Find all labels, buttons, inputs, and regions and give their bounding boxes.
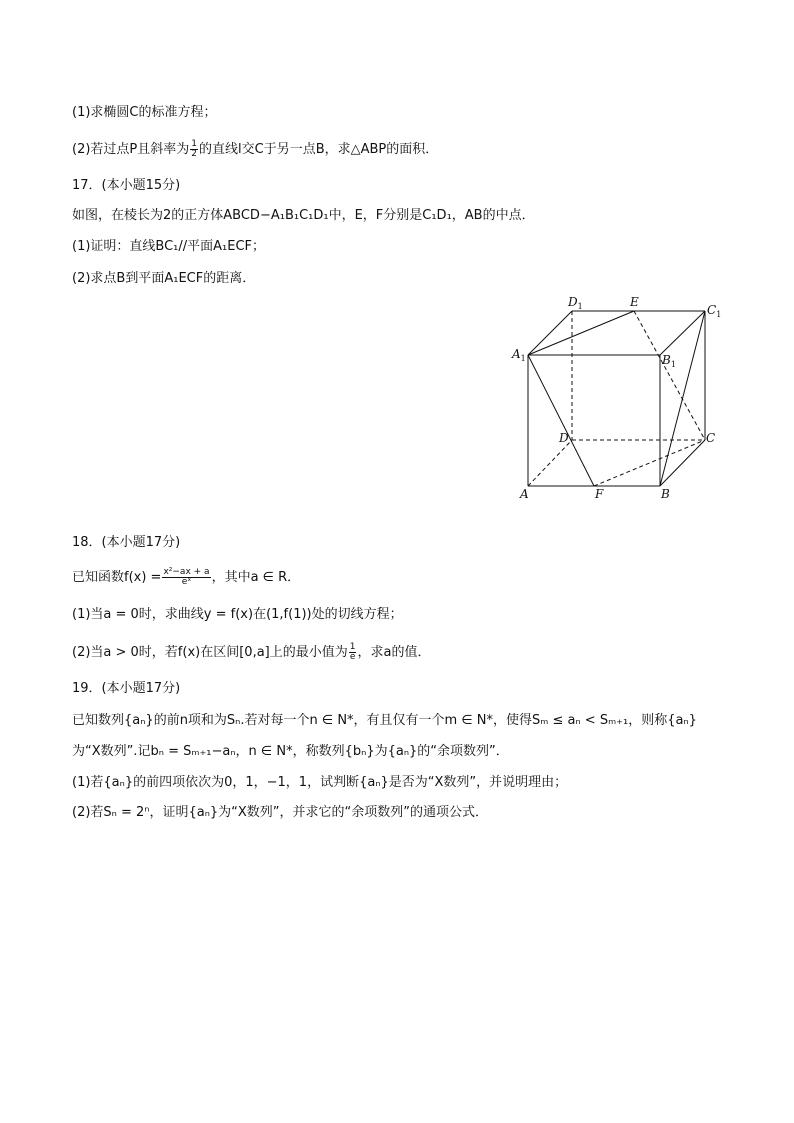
q18-heading: 18．(本小题17分) [72, 535, 181, 550]
label-E: E [630, 295, 639, 309]
label-A: A [520, 487, 529, 501]
edge-AD [528, 440, 572, 486]
label-C1: $C_1$ [707, 303, 722, 319]
label-F: F [595, 487, 604, 501]
q18-part1: (1)当a = 0时，求曲线y = f(x)在(1,f(1))处的切线方程； [72, 607, 403, 622]
q17-part2: (2)求点B到平面A₁ECF的距离． [72, 271, 256, 286]
edge-B1C1 [660, 311, 705, 355]
fraction-function: $\frac{\text{x²−ax + a}}{\text{eˣ}}$ [163, 567, 210, 587]
label-C: C [706, 431, 716, 445]
label-D1: $D_1$ [568, 295, 583, 311]
q19-part1: (1)若{aₙ}的前四项依次为0，1，−1，1，试判断{aₙ}是否为“X数列”，并说明理由； [72, 775, 568, 790]
label-D: D [559, 431, 569, 445]
q18-stem: 已知函数f(x) = $\frac{\text{x²−ax + a}}{\text{eˣ}}$ ，其中a ∈ R． [72, 567, 301, 587]
q19-heading: 19．(本小题17分) [72, 681, 181, 696]
q17-heading: 17．(本小题15分) [72, 178, 181, 193]
q17-stem: 如图，在棱长为2的正方体ABCD−A₁B₁C₁D₁中，E，F分别是C₁D₁，AB的中点． [72, 208, 535, 223]
q19-stem-line1: 已知数列{aₙ}的前n项和为Sₙ.若对每一个n ∈ N*，有且仅有一个m ∈ N*，使得Sₘ ≤ aₙ < Sₘ₊₁，则称{aₙ} [72, 713, 697, 728]
q16-part2: (2)若过点P且斜率为 $\frac{1}{2}$ 的直线l交C于另一点B，求△ABP的面积． [72, 139, 439, 159]
line-FC [594, 440, 705, 486]
q19-part2: (2)若Sₙ = 2ⁿ，证明{aₙ}为“X数列”，并求它的“余项数列”的通项公式． [72, 805, 488, 820]
edge-A1D1 [528, 311, 572, 355]
q16-part1: (1)求椭圆C的标准方程； [72, 105, 217, 120]
q17-part1: (1)证明：直线BC₁//平面A₁ECF； [72, 239, 266, 254]
q18-part2: (2)当a > 0时，若f(x)在区间[0,a]上的最小值为 $\frac{1}{e}$ ，求a的值． [72, 642, 431, 662]
label-B1: $B_1$ [662, 353, 676, 369]
line-A1E [528, 311, 634, 355]
line-EC [634, 311, 705, 440]
q19-stem-line2: 为“X数列”.记bₙ = Sₘ₊₁−aₙ，n ∈ N*，称数列{bₙ}为{aₙ}的“余项数列”． [72, 744, 509, 759]
line-A1F [528, 355, 594, 486]
fraction-one-over-e: $\frac{1}{e}$ [349, 642, 356, 662]
label-B: B [661, 487, 670, 501]
label-A1: $A_1$ [512, 347, 526, 363]
fraction-one-half: $\frac{1}{2}$ [191, 139, 197, 159]
cube-figure [510, 292, 730, 507]
edge-BC [660, 440, 705, 486]
